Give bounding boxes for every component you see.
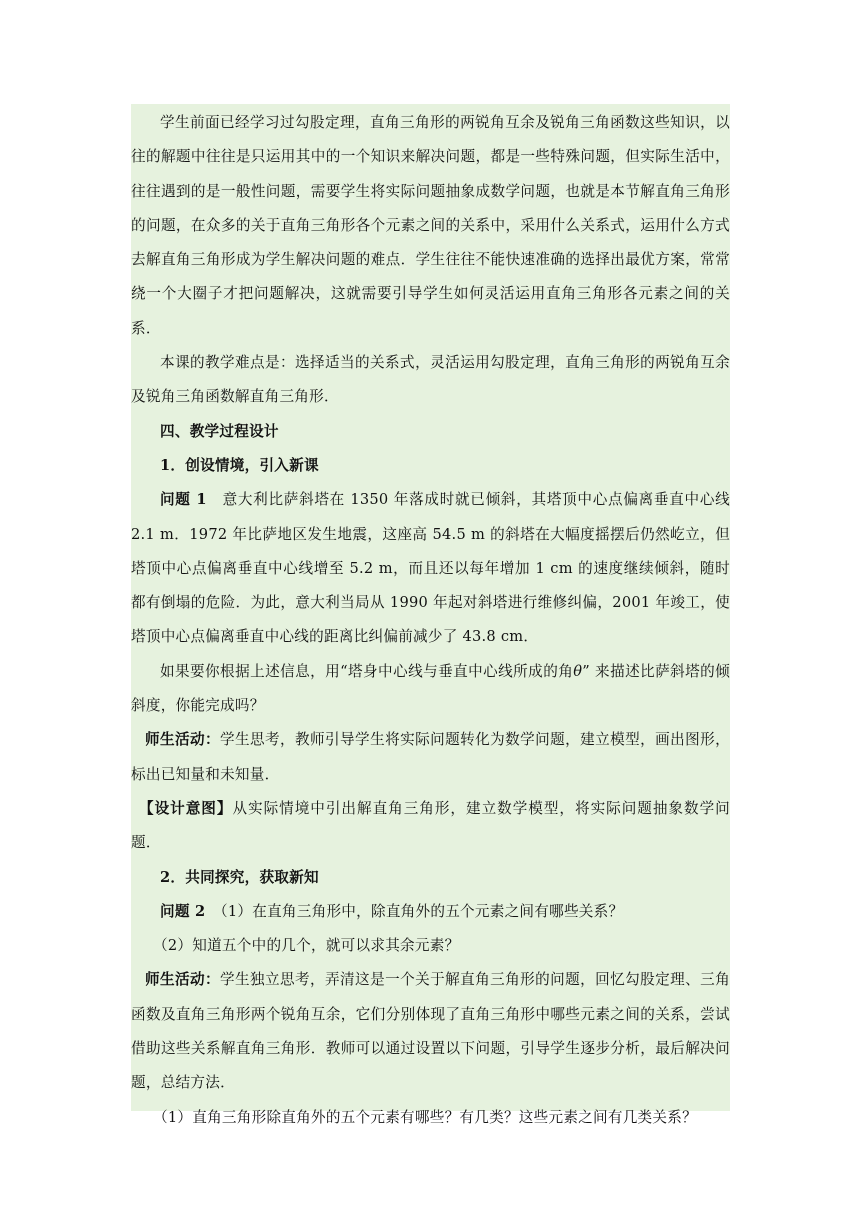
activity-1-text: 学生思考，教师引导学生将实际问题转化为数学问题，建立模型，画出图形，标出已知量和未知量． [131,731,730,783]
paragraph-tilt-angle-prompt [131,655,730,724]
activity-1-label: 师生活动： [145,731,221,749]
paragraph-learning-background: 学生前面已经学习过勾股定理，直角三角形的两锐角互余及锐角三角函数这些知识，以往的解题中往往是只运用其中的一个知识来解决问题，都是一些特殊问题，但实际生活中，往往遇到的是一般性问题，需要学生将实际问题抽象成数学问题，也就是本节解直角三角形的问题，在众多的关于直角三角形各个元素之间的关系中，采用什么关系式，运用什么方式去解直角三角形成为学生解决问题的难点．学生往往不能快速准确的选择出最优方案，常常绕一个大圈子才把问题解决，这就需要引导学生如何灵活运用直角三角形各元素之间的关系． [131,114,730,337]
question-2-label: 问题 2 [160,902,206,920]
activity-2-text: 学生独立思考，弄清这是一个关于解直角三角形的问题，回忆勾股定理、三角函数及直角三角形两个锐角互余，它们分别体现了直角三角形中哪些元素之间的关系，尝试借助这些关系解直角三角形．教师可以通过设置以下问题，引导学生逐步分析，最后解决问题，总结方法． [131,971,730,1092]
theta-symbol: θ [573,662,583,680]
subsection-heading-joint-exploration: 2．共同探究，获取新知 [160,868,319,886]
paragraph-question-2-part-2: （2）知道五个中的几个，就可以求其余元素？ [153,937,460,955]
design-intent-label: 【设计意图】 [139,799,233,817]
question-1-text: 意大利比萨斜塔在 1350 年落成时就已倾斜，其塔顶中心点偏离垂直中心线 2.1 m．1972 年比萨地区发生地震，这座高 54.5 m 的斜塔在大幅度摇摆后仍然屹立，但塔顶中心点偏离垂直中心线增至 5.2 m，而且还以每年增加 1 cm 的速度继续倾斜，随时都有倒塌的危险．为此，意大利当局从 1990 年起对斜塔进行维修纠偏，2001 年竣工，使塔顶中心点偏离垂直中心线的距离比纠偏前减少了 43.8 cm． [131,491,730,646]
question-2-text: （1）在直角三角形中，除直角外的五个元素之间有哪些关系？ [220,902,624,920]
tilt-prompt-before: 如果要你根据上述信息，用“塔身中心线与垂直中心线所成的角 [160,662,574,680]
section-heading-teaching-process: 四、教学过程设计 [160,422,279,440]
paragraph-design-intent [131,792,730,861]
paragraph-question-1 [131,483,730,654]
question-1-label: 问题 1 [160,491,207,509]
subsection-heading-create-situation: 1．创设情境，引入新课 [160,456,319,474]
paragraph-guiding-question-1: （1）直角三角形除直角外的五个元素有哪些？有几类？这些元素之间有几类关系？ [153,1108,697,1126]
paragraph-activity-1 [131,723,730,792]
activity-2-label: 师生活动： [145,971,221,989]
paragraph-activity-2 [131,963,730,1100]
tilt-prompt-after: ” 来描述比萨斜塔的倾斜度，你能完成吗？ [131,662,730,715]
lesson-content-block [131,104,730,1126]
design-intent-text: 从实际情境中引出解直角三角形，建立数学模型，将实际问题抽象数学问题． [131,799,730,852]
paragraph-question-2 [131,895,730,929]
paragraph-teaching-difficulty: 本课的教学难点是：选择适当的关系式，灵活运用勾股定理，直角三角形的两锐角互余及锐角三角函数解直角三角形． [131,354,730,406]
